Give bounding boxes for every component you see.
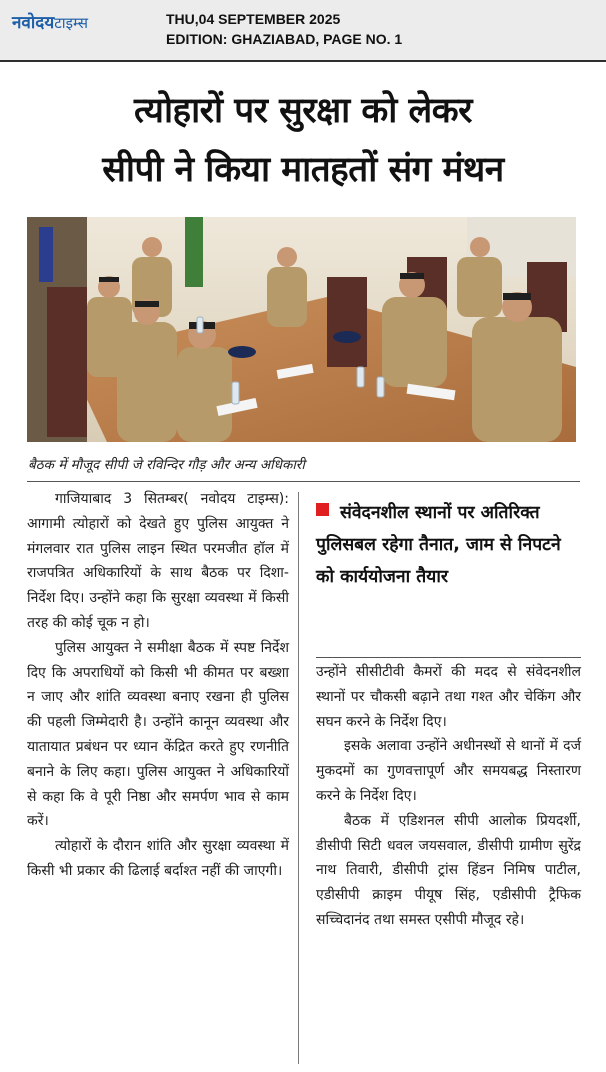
meeting-photo-illustration — [27, 217, 576, 442]
subheading-block — [316, 497, 582, 593]
edition-info: EDITION: GHAZIABAD, PAGE NO. 1 — [166, 31, 403, 47]
article-paragraph: इसके अलावा उन्होंने अधीनस्थों से थानों में दर्ज मुकदमों का गुणवत्तापूर्ण और समयबद्ध निस्तारण करने के निर्देश दिए। — [316, 738, 581, 804]
article-paragraph: गाजियाबाद 3 सितम्बर( नवोदय टाइम्स): आगामी त्योहारों को देखते हुए पुलिस आयुक्त ने मंगलवार रात पुलिस लाइन स्थित परमजीत हॉल में राजपत्रित अधिकारियों के साथ बैठक पर दिशा-निर्देश दिए। उन्होंने कहा कि सुरक्षा व्यवस्था में किसी तरह की कोई चूक न हो। — [27, 491, 289, 631]
headline-line-2: सीपी ने किया मातहतों संग मंथन — [102, 150, 504, 190]
publication-date: THU,04 SEPTEMBER 2025 — [166, 11, 341, 27]
article-paragraph: पुलिस आयुक्त ने समीक्षा बैठक में स्पष्ट निर्देश दिए कि अपराधियों को किसी भी कीमत पर बख्शा न जाए और शांति व्यवस्था बनाए रखना ही पुलिस की पहली जिम्मेदारी है। उन्होंने कानून व्यवस्था और यातायात प्रबंधन पर ध्यान केंद्रित करते हुए रणनीति बनाने के लिए कहा। पुलिस आयुक्त ने अधिकारियों से कहा कि वे पूरी निष्ठा और समर्पण भाव से काम करें। — [27, 639, 289, 830]
subheading-divider — [316, 657, 581, 658]
logo-main-text: नवोदय — [12, 13, 55, 33]
edition-meta — [166, 9, 402, 49]
article-left-column — [27, 487, 289, 884]
logo-sub-text: टाइम्स — [54, 14, 89, 32]
headline-line-1: त्योहारों पर सुरक्षा को लेकर — [134, 91, 472, 131]
article-headline — [0, 82, 606, 200]
red-square-icon — [316, 503, 329, 516]
caption-divider — [27, 481, 580, 482]
article-paragraph: उन्होंने सीसीटीवी कैमरों की मदद से संवेदनशील स्थानों पर चौकसी बढ़ाने तथा गश्त और चेकिंग और सघन करने के निर्देश दिए। — [316, 664, 581, 730]
article-paragraph: बैठक में एडिशनल सीपी आलोक प्रियदर्शी, डीसीपी सिटी धवल जयसवाल, डीसीपी ग्रामीण सुरेंद्र नाथ तिवारी, डीसीपी ट्रांस हिंडन निमिष पाटील, एडीसीपी क्राइम पीयूष सिंह, एडीसीपी ट्रैफिक सच्चिदानंद तथा समस्त एसीपी मौजूद रहे। — [316, 812, 581, 928]
meeting-photo — [27, 217, 576, 442]
column-divider — [298, 492, 299, 1064]
article-paragraph: त्योहारों के दौरान शांति और सुरक्षा व्यवस्था में किसी भी प्रकार की ढिलाई बर्दाश्त नहीं की जाएगी। — [27, 838, 289, 879]
subheading-text: संवेदनशील स्थानों पर अतिरिक्त पुलिसबल रहेगा तैनात, जाम से निपटने को कार्ययोजना तैयार — [316, 503, 561, 587]
page-header — [0, 0, 606, 62]
photo-caption: बैठक में मौजूद सीपी जे रविन्दिर गौड़ और अन्य अधिकारी — [28, 457, 305, 473]
newspaper-logo — [12, 10, 88, 33]
article-right-column — [316, 660, 581, 933]
